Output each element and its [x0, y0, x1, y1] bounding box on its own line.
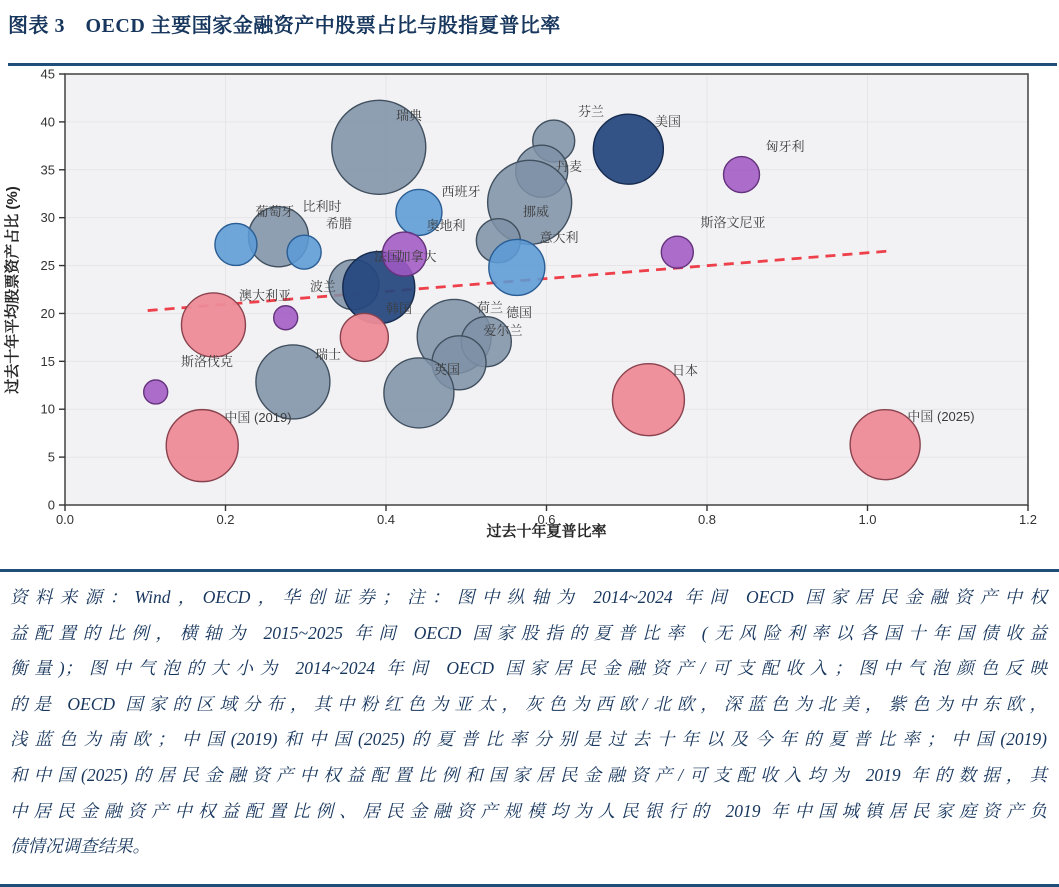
bubble-美国	[593, 114, 663, 184]
country-label: 奥地利	[426, 218, 466, 233]
y-tick-label: 45	[40, 66, 55, 82]
country-label: 中国 (2019)	[224, 410, 292, 425]
bubble-purple	[274, 306, 298, 330]
y-tick-label: 15	[40, 353, 55, 369]
y-tick-label: 0	[47, 497, 55, 513]
country-label: 比利时	[302, 199, 342, 214]
note-line: 浅蓝色为南欧；中国(2019)和中国(2025)的夏普比率分别是过去十年以及今年的夏普比率；中国(2019)	[10, 729, 1047, 750]
bubble-比利时	[287, 235, 321, 269]
country-label: 澳大利亚	[238, 288, 292, 303]
x-tick-label: 0.4	[376, 512, 396, 527]
y-tick-label: 10	[40, 401, 55, 417]
country-label: 韩国	[385, 301, 413, 316]
country-label: 中国 (2025)	[907, 409, 975, 424]
y-tick-label: 35	[40, 162, 55, 178]
country-label: 葡萄牙	[255, 204, 295, 219]
bubble-匈牙利	[724, 157, 760, 193]
y-tick-label: 25	[40, 258, 55, 274]
country-label: 瑞典	[395, 108, 423, 123]
bubble-意大利	[489, 239, 545, 295]
country-label: 意大利	[539, 230, 579, 245]
x-tick-label: 0.6	[537, 512, 556, 527]
y-tick-label: 5	[47, 449, 55, 465]
note-line: 的是 OECD 国家的区域分布，其中粉红色为亚太，灰色为西欧/北欧，深蓝色为北美，紫色为中东欧，	[10, 693, 1047, 714]
bubble-韩国	[340, 313, 388, 361]
country-label: 荷兰	[476, 300, 504, 315]
x-axis-title: 过去十年夏普比率	[486, 523, 607, 540]
country-label: 希腊	[325, 216, 353, 231]
note-line: 债情况调查结果。	[10, 836, 150, 857]
bubble-斯洛文尼亚	[661, 236, 693, 268]
figure-title: 图表 3 OECD 主要国家金融资产中股票占比与股指夏普比率	[8, 15, 561, 37]
country-label: 丹麦	[555, 159, 583, 174]
x-tick-label: 0.0	[55, 512, 75, 527]
x-tick-label: 1.2	[1018, 512, 1038, 527]
x-tick-label: 1.0	[858, 512, 877, 527]
y-tick-label: 30	[40, 210, 55, 226]
note-line: 和中国(2025)的居民金融资产中权益配置比例和国家居民金融资产/可支配收入均为 2019 年的数据，其	[10, 764, 1047, 785]
country-label: 爱尔兰	[483, 323, 523, 338]
bubble-斯洛伐克	[144, 380, 168, 404]
country-label: 波兰	[309, 279, 337, 294]
y-axis-title: 过去十年平均股票资产占比 (%)	[4, 186, 21, 394]
country-label: 加拿大	[397, 249, 437, 264]
country-label: 法国	[373, 249, 401, 264]
note-line: 中居民金融资产中权益配置比例、居民金融资产规模均为人民银行的 2019 年中国城镇居民家庭资产负	[10, 800, 1047, 821]
note-line: 益配置的比例，横轴为 2015~2025 年间 OECD 国家股指的夏普比率 (无风险利率以各国十年国债收益	[10, 622, 1047, 643]
country-label: 英国	[433, 362, 461, 377]
bubble-澳大利亚	[181, 293, 245, 357]
x-tick-label: 0.2	[216, 512, 235, 527]
country-label: 德国	[505, 305, 533, 320]
source-note	[0, 572, 1059, 884]
country-label: 美国	[654, 114, 682, 129]
note-line: 衡量)；图中气泡的大小为 2014~2024 年间 OECD 国家居民金融资产/可支配收入；图中气泡颜色反映	[10, 658, 1047, 679]
y-tick-label: 20	[40, 305, 55, 321]
y-tick-label: 40	[40, 114, 55, 130]
country-label: 日本	[671, 363, 699, 378]
country-label: 斯洛文尼亚	[700, 215, 766, 230]
country-label: 西班牙	[441, 184, 481, 199]
country-label: 芬兰	[577, 104, 605, 119]
bubble-希腊	[215, 223, 257, 265]
note-line: 资料来源：Wind，OECD，华创证券；注：图中纵轴为 2014~2024 年间 OECD 国家居民金融资产中权	[10, 587, 1047, 607]
country-label: 斯洛伐克	[180, 354, 234, 369]
country-label: 挪威	[522, 204, 550, 219]
x-tick-label: 0.8	[697, 512, 717, 527]
country-label: 匈牙利	[765, 139, 805, 154]
bubble-chart	[0, 66, 1059, 569]
country-label: 瑞士	[314, 347, 342, 362]
